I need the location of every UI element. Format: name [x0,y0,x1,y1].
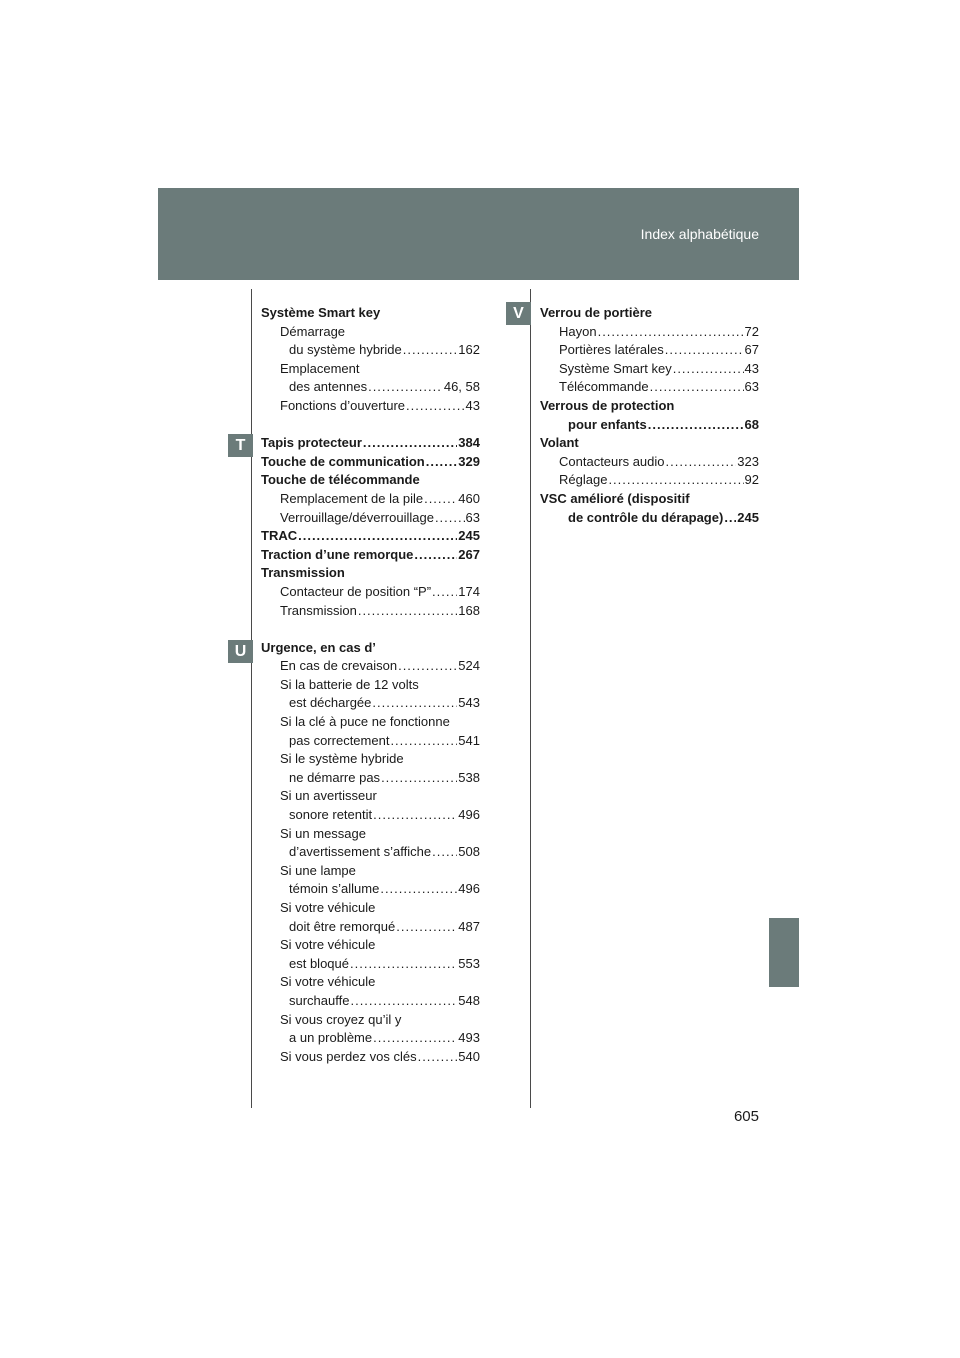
leader-dots [298,527,457,546]
leader-dots [350,955,457,974]
index-entry-term: Touche de télécommande [261,472,420,488]
index-entry-term: surchauffe [289,992,350,1008]
index-entry [261,676,480,695]
index-entry [261,657,480,676]
index-entry-term: Hayon [559,323,597,339]
leader-dots [432,843,457,862]
leader-dots [381,769,457,788]
leader-dots [350,992,457,1011]
index-entry-page: 540 [458,1048,480,1064]
index-entry-page: 92 [744,472,759,488]
index-entry-term: TRAC [261,528,298,544]
leader-dots [372,694,457,713]
index-entry [540,341,759,360]
index-entry [261,304,480,323]
index-entry-term: pas correctement [289,732,390,748]
index-entry-term: des antennes [289,379,368,395]
index-entry-term: Fonctions d’ouverture [280,397,406,413]
index-entry [540,509,759,528]
index-entry-term: a un problème [289,1030,373,1046]
index-entry-term: Contacteurs audio [559,453,665,469]
index-entry [261,602,480,621]
index-entry [261,806,480,825]
index-entry [261,750,480,769]
index-entry-page: 267 [458,546,480,562]
index-entry-page: 245 [458,528,480,544]
index-entry-page: 508 [458,844,480,860]
leader-dots [363,434,457,453]
index-entry [540,453,759,472]
index-entry-page: 63 [465,509,480,525]
index-entry-page: 323 [737,453,759,469]
index-entry-term: Verrous de protection [540,397,675,413]
leader-dots [358,602,457,621]
index-entry-term: Si votre véhicule [280,900,376,915]
index-entry [261,843,480,862]
section-letter-u: U [228,640,253,663]
index-entry-page: 46, 58 [443,379,480,395]
index-entry-term: de contrôle du dérapage) [568,509,724,525]
index-entry [540,397,759,416]
leader-dots [414,546,457,565]
leader-dots [424,490,457,509]
index-entry-term: En cas de crevaison [280,658,398,674]
index-entry-term: Si votre véhicule [280,937,376,953]
index-entry-term: Réglage [559,472,608,488]
index-entry-term: Tapis protecteur [261,435,362,451]
page-number: 605 [733,1108,759,1125]
index-entry-term: Si votre véhicule [280,974,376,990]
index-entry-page: 553 [458,955,480,971]
index-entry [261,1011,480,1030]
index-entry-page: 496 [458,807,480,823]
index-entry [261,378,480,397]
index-entry-page: 162 [458,342,480,358]
index-entry [261,769,480,788]
index-entry-term: Verrouillage/déverrouillage [280,509,434,525]
index-entry [261,694,480,713]
leader-dots [373,1029,457,1048]
header-bar [158,188,799,280]
index-entry [261,899,480,918]
leader-dots [608,471,743,490]
index-entry [261,471,480,490]
index-entry-term: Si vous perdez vos clés [280,1048,417,1064]
index-entry [540,490,759,509]
index-entry-term: Si la batterie de 12 volts [280,676,419,692]
index-entry-term: VSC amélioré (dispositif [540,490,690,506]
index-entry [261,434,480,453]
index-entry [261,862,480,881]
index-entry [261,732,480,751]
index-entry-page: 174 [458,583,480,599]
index-entry-term: Système Smart key [559,360,672,376]
index-entry-term: Transmission [261,565,345,581]
index-entry-page: 329 [458,453,480,469]
index-entry [261,360,480,379]
index-entry-term: du système hybride [289,342,402,358]
section-letter-t: T [228,434,253,457]
index-entry-term: Si le système hybride [280,751,404,767]
index-entry [540,360,759,379]
index-entry-page: 541 [458,732,480,748]
leader-dots [373,806,457,825]
index-column-left [261,304,480,1066]
index-entry-page: 72 [744,323,759,339]
index-entry-term: Portières latérales [559,342,664,358]
index-entry-term: Télécommande [559,379,649,395]
index-entry-page: 543 [458,695,480,711]
index-entry [261,713,480,732]
leader-dots [673,360,744,379]
index-entry-term: Si une lampe [280,862,356,878]
index-entry [261,787,480,806]
index-entry [261,1029,480,1048]
index-entry-term: doit être remorqué [289,918,396,934]
index-entry [261,880,480,899]
leader-dots [598,323,744,342]
index-entry [540,434,759,453]
leader-dots [396,918,457,937]
index-entry [261,527,480,546]
index-entry-page: 460 [458,490,480,506]
index-entry-term: Urgence, en cas d’ [261,639,376,655]
index-entry [261,397,480,416]
index-entry-page: 538 [458,769,480,785]
index-entry [261,973,480,992]
index-entry-page: 43 [744,360,759,376]
chapter-side-tab [769,918,799,987]
index-entry-term: est bloqué [289,955,349,971]
leader-dots [666,453,737,472]
index-entry [261,992,480,1011]
index-column-right [540,304,759,527]
index-entry-term: Système Smart key [261,305,381,320]
index-entry-term: Touche de communication [261,453,425,469]
index-entry-page: 548 [458,992,480,1008]
index-entry-term: Verrou de portière [540,305,652,320]
index-entry [261,825,480,844]
index-entry [261,936,480,955]
leader-dots [650,378,744,397]
index-entry-term: Traction d’une remorque [261,546,414,562]
index-entry-term: pour enfants [568,416,647,432]
index-entry-term: Si la clé à puce ne fonctionne [280,714,450,730]
section-letter-v: V [506,302,531,325]
leader-dots [648,416,744,435]
index-entry-term: Contacteur de position “P” [280,583,432,599]
section-title: Index alphabétique [640,226,759,242]
leader-dots [390,732,457,751]
index-entry-page: 67 [744,342,759,358]
leader-dots [380,880,457,899]
index-entry [261,490,480,509]
index-entry [261,918,480,937]
leader-dots [432,583,457,602]
index-entry [540,378,759,397]
column-divider-left [251,289,252,1108]
index-entry-page: 68 [744,416,759,432]
leader-dots [435,509,465,528]
leader-dots [368,378,443,397]
leader-dots [724,509,736,528]
index-entry [261,955,480,974]
index-entry [261,639,480,658]
index-entry [540,416,759,435]
index-entry [261,1048,480,1067]
index-entry [540,304,759,323]
index-entry-page: 245 [737,509,759,525]
index-entry [261,564,480,583]
index-entry [261,341,480,360]
index-spacer [261,416,480,435]
leader-dots [398,657,457,676]
index-entry-term: Volant [540,435,579,451]
index-entry-term: Démarrage [280,323,346,339]
index-entry-page: 496 [458,881,480,897]
index-entry-term: est déchargée [289,695,372,711]
index-entry [261,546,480,565]
index-entry-term: Si vous croyez qu’il y [280,1011,402,1027]
index-entry-term: Si un message [280,825,366,841]
index-entry-term: Si un avertisseur [280,788,377,804]
index-entry [261,583,480,602]
index-entry-term: Emplacement [280,360,360,376]
index-spacer [261,620,480,639]
index-entry [261,509,480,528]
index-entry-page: 43 [465,397,480,413]
index-entry-term: témoin s’allume [289,881,380,897]
index-entry-page: 493 [458,1030,480,1046]
column-divider-right [530,289,531,1108]
index-entry [540,471,759,490]
index-entry [540,323,759,342]
index-entry-term: ne démarre pas [289,769,381,785]
index-entry-term: d’avertissement s’affiche [289,844,432,860]
leader-dots [403,341,458,360]
leader-dots [418,1048,458,1067]
index-entry-page: 384 [458,435,480,451]
index-entry-page: 63 [744,379,759,395]
index-entry-term: Transmission [280,602,357,618]
index-entry-page: 524 [458,658,480,674]
index-entry-page: 168 [458,602,480,618]
index-entry-term: sonore retentit [289,807,373,823]
leader-dots [406,397,465,416]
index-entry-page: 487 [458,918,480,934]
index-entry-term: Remplacement de la pile [280,490,424,506]
leader-dots [665,341,744,360]
index-entry [261,453,480,472]
index-entry [261,323,480,342]
leader-dots [426,453,458,472]
